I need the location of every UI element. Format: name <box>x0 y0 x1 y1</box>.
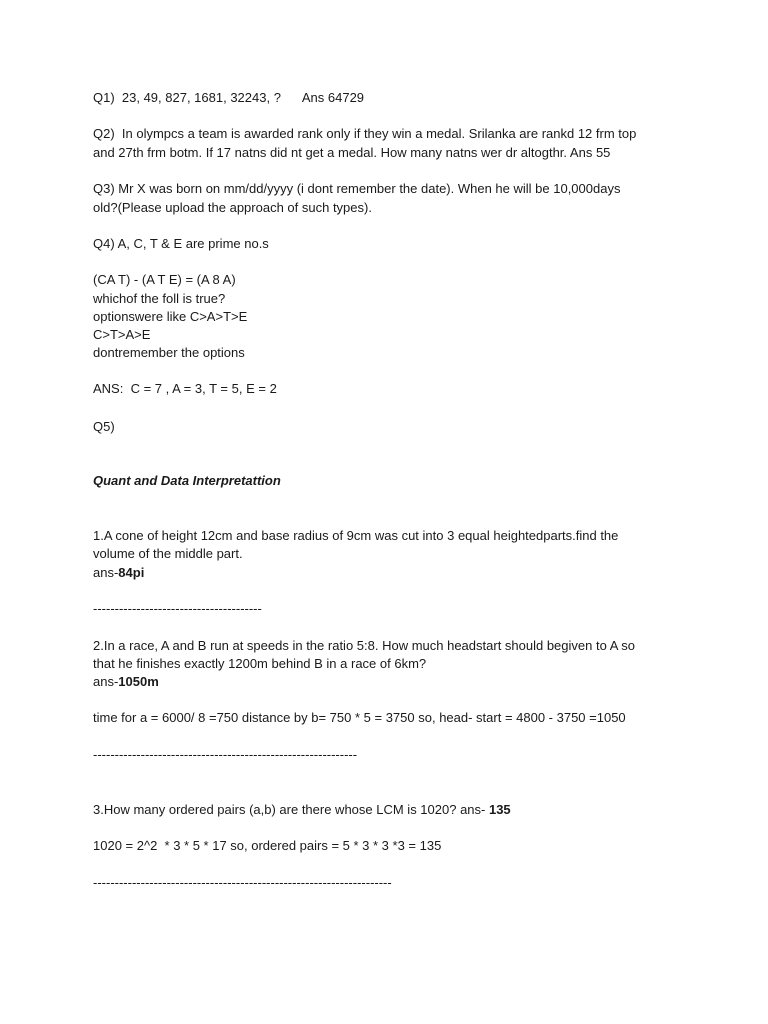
separator-2: ------------------------------------------------------------- <box>93 747 358 762</box>
problem-3-working: 1020 = 2^2 * 3 * 5 * 17 so, ordered pairs = 5 * 3 * 3 *3 = 135 <box>93 838 442 853</box>
answer-value: 135 <box>488 802 511 817</box>
separator-1: --------------------------------------- <box>93 601 262 616</box>
problem-1-line-2: volume of the middle part. <box>93 546 243 561</box>
answer-prefix: ans- <box>93 674 119 689</box>
answer-value: 1050m <box>118 674 159 689</box>
problem-3-line <box>93 801 511 819</box>
problem-1-line-1: 1.A cone of height 12cm and base radius of 9cm was cut into 3 equal heightedparts.find the <box>93 528 619 543</box>
q3-line-1: Q3) Mr X was born on mm/dd/yyyy (i dont remember the date). When he will be 10,000days <box>93 181 621 196</box>
problem-2-line-1: 2.In a race, A and B run at speeds in the ratio 5:8. How much headstart should begiven to A so <box>93 638 636 653</box>
q5-line: Q5) <box>93 419 115 434</box>
q3-line-2: old?(Please upload the approach of such types). <box>93 200 372 215</box>
q2-line-2: and 27th frm botm. If 17 natns did nt get a medal. How many natns wer dr altogthr. Ans 55 <box>93 145 611 160</box>
separator-3: --------------------------------------------------------------------- <box>93 875 392 890</box>
problem-2-answer <box>93 673 159 691</box>
answer-prefix: ans- <box>93 565 119 580</box>
q4-note: dontremember the options <box>93 345 245 360</box>
section-heading: Quant and Data Interpretattion <box>93 473 281 488</box>
q4-option-2: C>T>A>E <box>93 327 151 342</box>
problem-3-text: 3.How many ordered pairs (a,b) are there whose LCM is 1020? ans- <box>93 802 489 817</box>
q2-line-1: Q2) In olympcs a team is awarded rank only if they win a medal. Srilanka are rankd 12 frm top <box>93 126 637 141</box>
q4-question: whichof the foll is true? <box>93 291 226 306</box>
q4-equation: (CA T) - (A T E) = (A 8 A) <box>93 272 236 287</box>
q4-answer: ANS: C = 7 , A = 3, T = 5, E = 2 <box>93 381 277 396</box>
problem-2-line-2: that he finishes exactly 1200m behind B in a race of 6km? <box>93 656 427 671</box>
problem-2-working: time for a = 6000/ 8 =750 distance by b= 750 * 5 = 3750 so, head- start = 4800 - 3750 =1050 <box>93 710 626 725</box>
answer-value: 84pi <box>118 565 145 580</box>
q4-option-1: optionswere like C>A>T>E <box>93 309 248 324</box>
q1-line: Q1) 23, 49, 827, 1681, 32243, ? Ans 64729 <box>93 90 365 105</box>
q4-line-1: Q4) A, C, T & E are prime no.s <box>93 236 269 251</box>
problem-1-answer <box>93 564 144 582</box>
